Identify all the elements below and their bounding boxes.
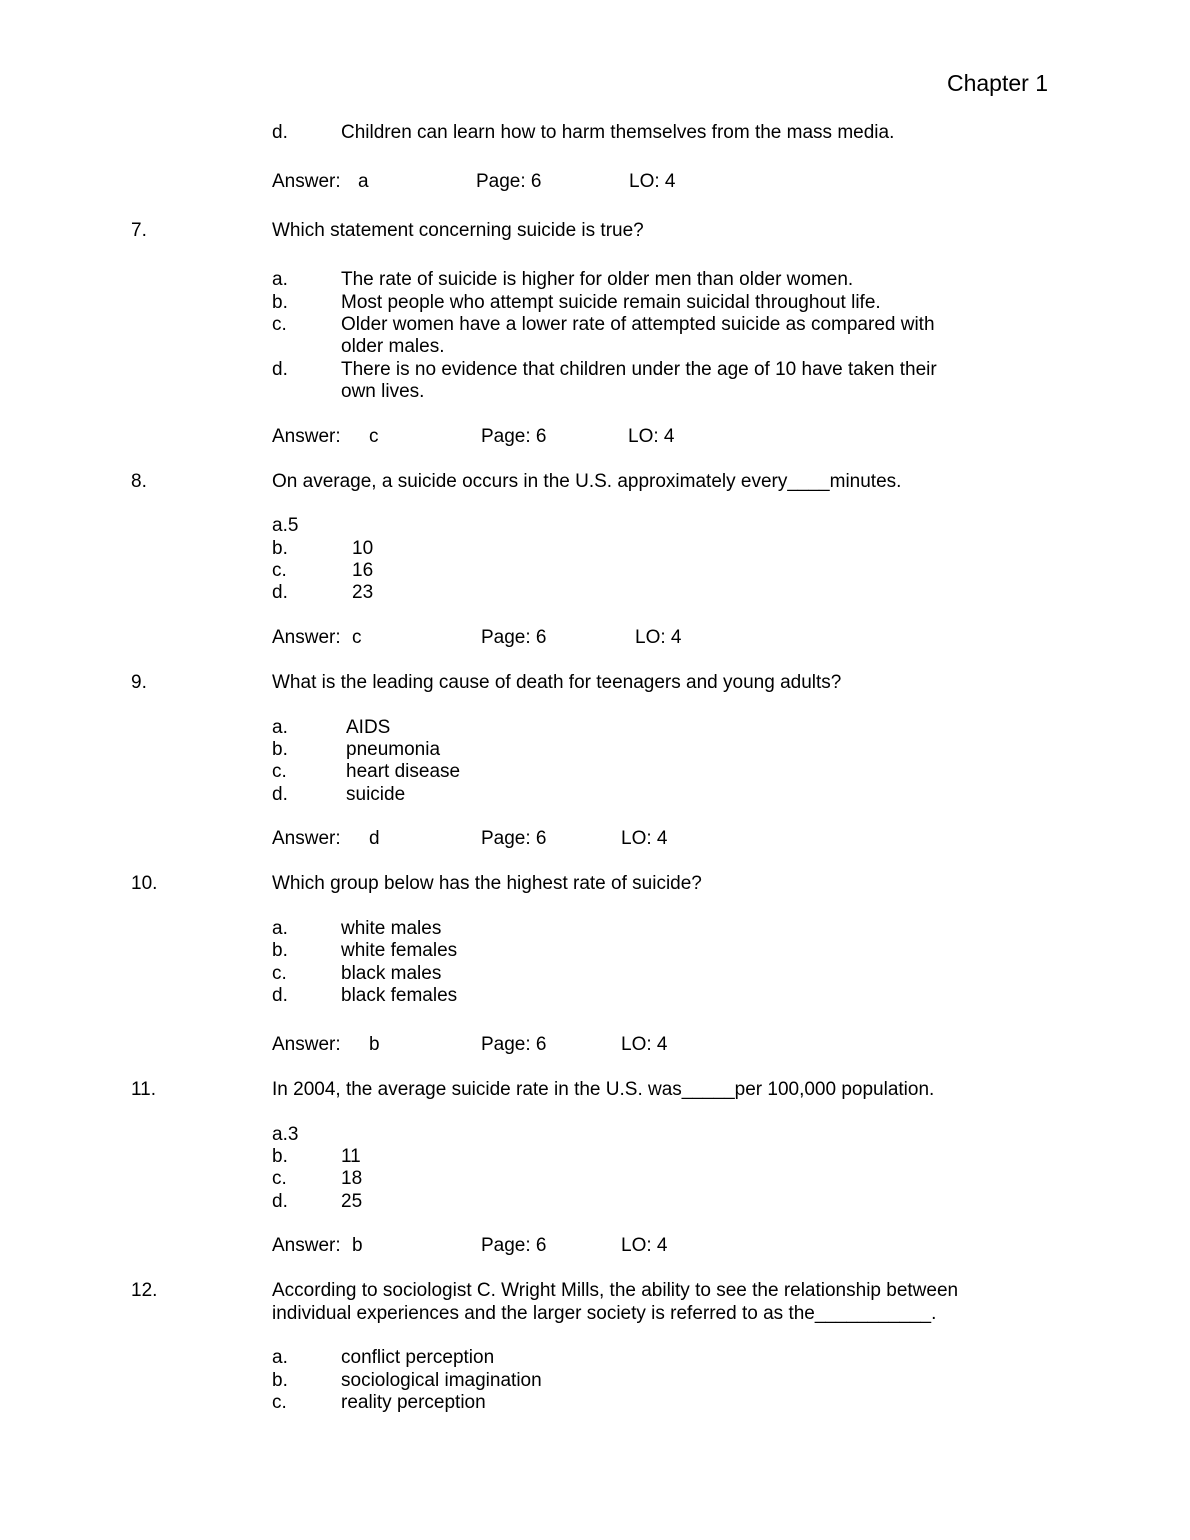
answer-label: Answer: bbox=[272, 1034, 341, 1055]
question-text: On average, a suicide occurs in the U.S. approximately every____minutes. bbox=[272, 471, 902, 492]
answer-page: Page: 6 bbox=[481, 828, 547, 849]
option-letter: b. bbox=[272, 1370, 288, 1391]
answer-value: d bbox=[369, 828, 380, 849]
option-text: 16 bbox=[352, 560, 374, 581]
option-letter: a. bbox=[272, 1347, 288, 1368]
option-text: white males bbox=[341, 918, 442, 939]
option-letter: c. bbox=[272, 314, 287, 335]
question-number: 9. bbox=[131, 672, 147, 693]
option-letter: b. bbox=[272, 1146, 288, 1167]
option-letter: c. bbox=[272, 1392, 287, 1413]
option-text: Older women have a lower rate of attempted suicide as compared with bbox=[341, 314, 935, 335]
option-text: sociological imagination bbox=[341, 1370, 542, 1391]
question-text: Which group below has the highest rate of suicide? bbox=[272, 873, 702, 894]
option-text: 23 bbox=[352, 582, 374, 603]
answer-page: Page: 6 bbox=[481, 426, 547, 447]
option-text: heart disease bbox=[346, 761, 461, 782]
option-text: 11 bbox=[341, 1146, 361, 1167]
answer-value: a bbox=[358, 171, 369, 192]
question-number: 11. bbox=[131, 1079, 157, 1100]
option-letter: c. bbox=[272, 1168, 287, 1189]
answer-lo: LO: 4 bbox=[621, 828, 668, 849]
answer-lo: LO: 4 bbox=[629, 171, 676, 192]
option-text: black females bbox=[341, 985, 458, 1006]
option-letter: a. bbox=[272, 918, 288, 939]
option-text-continued: older males. bbox=[341, 336, 445, 357]
option-letter: b. bbox=[272, 538, 288, 559]
option-text: pneumonia bbox=[346, 739, 441, 760]
option-text: Most people who attempt suicide remain suicidal throughout life. bbox=[341, 292, 881, 313]
question-number: 12. bbox=[131, 1280, 158, 1301]
option-text: There is no evidence that children under the age of 10 have taken their bbox=[341, 359, 937, 380]
question-number: 10. bbox=[131, 873, 158, 894]
option-letter: d. bbox=[272, 784, 288, 805]
option-letter: d. bbox=[272, 985, 288, 1006]
answer-page: Page: 6 bbox=[481, 1235, 547, 1256]
question-text: What is the leading cause of death for teenagers and young adults? bbox=[272, 672, 842, 693]
answer-page: Page: 6 bbox=[476, 171, 542, 192]
answer-page: Page: 6 bbox=[481, 627, 547, 648]
question-number: 7. bbox=[131, 220, 147, 241]
question-text: According to sociologist C. Wright Mills, the ability to see the relationship between bbox=[272, 1280, 959, 1301]
option-letter: b. bbox=[272, 292, 288, 313]
option-text: black males bbox=[341, 963, 442, 984]
option-text: reality perception bbox=[341, 1392, 486, 1413]
option-letter: a. bbox=[272, 269, 288, 290]
option-letter: d. bbox=[272, 582, 288, 603]
option-letter: b. bbox=[272, 739, 288, 760]
chapter-header: Chapter 1 bbox=[946, 70, 1048, 96]
option-text: 18 bbox=[341, 1168, 363, 1189]
answer-page: Page: 6 bbox=[481, 1034, 547, 1055]
option-letter: a.5 bbox=[272, 515, 299, 536]
answer-lo: LO: 4 bbox=[635, 627, 682, 648]
answer-value: b bbox=[369, 1034, 380, 1055]
option-letter: c. bbox=[272, 560, 287, 581]
option-text-continued: own lives. bbox=[341, 381, 425, 402]
option-text: AIDS bbox=[346, 717, 391, 738]
option-text: Children can learn how to harm themselves from the mass media. bbox=[341, 122, 895, 143]
option-letter: b. bbox=[272, 940, 288, 961]
answer-lo: LO: 4 bbox=[621, 1235, 668, 1256]
answer-label: Answer: bbox=[272, 828, 341, 849]
answer-value: c bbox=[369, 426, 379, 447]
answer-label: Answer: bbox=[272, 171, 341, 192]
option-letter: c. bbox=[272, 761, 287, 782]
option-letter: a.3 bbox=[272, 1124, 299, 1145]
answer-lo: LO: 4 bbox=[621, 1034, 668, 1055]
answer-label: Answer: bbox=[272, 1235, 341, 1256]
question-text: In 2004, the average suicide rate in the U.S. was_____per 100,000 population. bbox=[272, 1079, 935, 1100]
option-text: 10 bbox=[352, 538, 374, 559]
question-text: Which statement concerning suicide is true? bbox=[272, 220, 644, 241]
answer-lo: LO: 4 bbox=[628, 426, 675, 447]
option-letter: d. bbox=[272, 1191, 288, 1212]
answer-label: Answer: bbox=[272, 426, 341, 447]
option-text: conflict perception bbox=[341, 1347, 495, 1368]
option-text: suicide bbox=[346, 784, 406, 805]
answer-value: c bbox=[352, 627, 362, 648]
option-text: 25 bbox=[341, 1191, 363, 1212]
question-text-continued: individual experiences and the larger society is referred to as the___________. bbox=[272, 1303, 937, 1324]
option-letter: d. bbox=[272, 359, 288, 380]
answer-value: b bbox=[352, 1235, 363, 1256]
answer-label: Answer: bbox=[272, 627, 341, 648]
option-text: white females bbox=[341, 940, 458, 961]
question-number: 8. bbox=[131, 471, 147, 492]
option-letter: d. bbox=[272, 122, 288, 143]
option-text: The rate of suicide is higher for older men than older women. bbox=[341, 269, 854, 290]
option-letter: c. bbox=[272, 963, 287, 984]
option-letter: a. bbox=[272, 717, 288, 738]
